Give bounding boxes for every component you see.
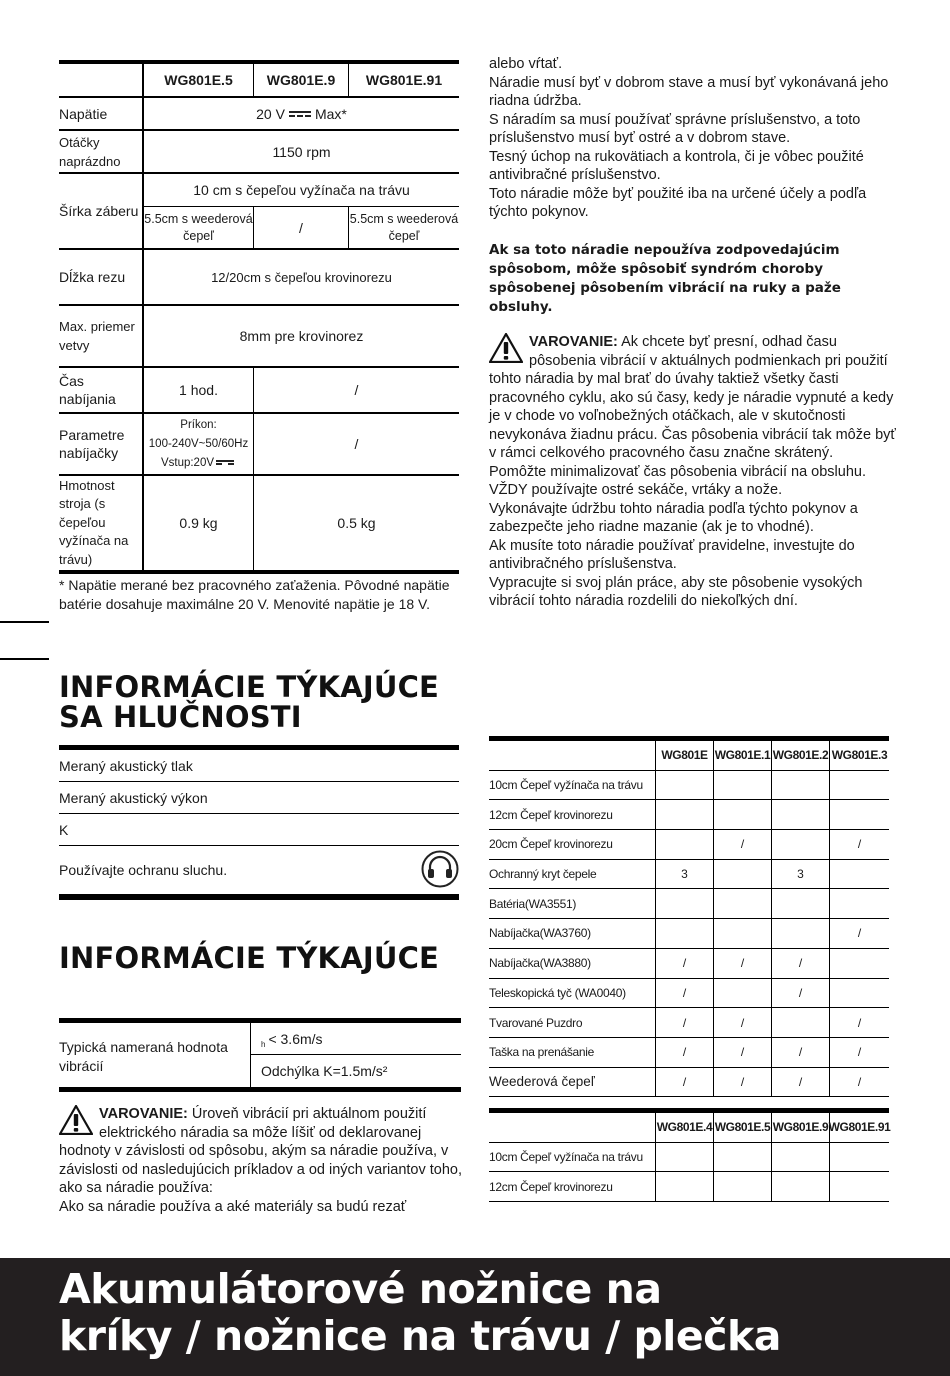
accessory-label: Taška na prenášanie	[489, 1038, 656, 1067]
accessory-cell: /	[857, 1074, 862, 1089]
vibration-label: Typická nameraná hodnota vibrácií	[59, 1023, 251, 1087]
spec-label: Napätie	[59, 98, 144, 129]
spec-label: Šírka záberu	[59, 174, 144, 248]
spec-label: Max. priemer vetvy	[59, 306, 144, 366]
table-row	[489, 889, 889, 919]
accessory-table-2	[489, 1108, 889, 1202]
accessory-cell	[656, 800, 714, 829]
spec-value: 1 hod.	[144, 368, 254, 412]
warning-left: VAROVANIE: Úroveň vibrácií pri aktuálnom použití elektrického náradia sa môže líšiť od deklarovanej hodnoty v závislosti od spôsobu, akým sa náradie používa, v závislosti od nasledujúcich príkladov a od iných variantov toho, ako sa náradie používa: Ako sa náradie používa a aké materiály sa budú rezať	[59, 1106, 463, 1215]
table-row	[489, 919, 889, 949]
accessory-cell	[714, 1143, 772, 1172]
spec-table	[59, 60, 459, 574]
spec-value: 5.5cm s weederová čepeľ	[144, 207, 254, 248]
accessory-cell: 3	[656, 860, 714, 889]
dc-symbol-icon	[216, 460, 234, 465]
accessory-cell: /	[656, 979, 714, 1008]
accessory-cell: /	[656, 1008, 714, 1037]
noise-row: Meraný akustický tlak	[59, 750, 459, 782]
accessory-cell	[772, 1172, 830, 1201]
spec-label: Otáčky naprázdno	[59, 131, 144, 172]
model-header: WG801E.1	[714, 741, 772, 770]
accessory-label: Nabíjačka(WA3760)	[489, 919, 656, 948]
table-row	[489, 1008, 889, 1038]
accessory-label: Teleskopická tyč (WA0040)	[489, 979, 656, 1008]
accessory-label: Batéria(WA3551)	[489, 889, 656, 918]
accessory-cell	[830, 979, 889, 1008]
spec-footnote: * Napätie merané bez pracovného zaťaženia. Pôvodné napätie batérie dosahuje maximálne 20 V. Menovité napätie je 18 V.	[59, 577, 450, 612]
dc-symbol-icon	[289, 111, 311, 117]
spec-value: 8mm pre krovinorez	[239, 328, 364, 344]
noise-heading: INFORMÁCIE TÝKAJÚCE SA HLUČNOSTI	[59, 670, 440, 734]
accessory-label: 12cm Čepeľ krovinorezu	[489, 800, 656, 829]
accessory-cell	[656, 830, 714, 859]
warning-right: VAROVANIE: Ak chcete byť presní, odhad času pôsobenia vibrácií v aktuálnych podmienkach pri použití tohto náradia by mal brať do úvahy taktiež všetky časti pracovného cyklu, ako sú časy, kedy je náradie vypnuté a kedy je v chode vo voľnobežných otáčkach, ale v skutočnosti nevykonáva žiadnu prácu. Čas pôsobenia vibrácií tak môže byť v rámci celkového pracovného času značne skrátený. Pomôžte minimalizovať čas pôsobenia vibrácií na obsluhu. VŽDY používajte ostré sekáče, vrtáky a nože. Vykonávajte údržbu tohto náradia podľa týchto pokynov a zabezpečte jeho riadne mazanie (ak je to vhodné). Ak musíte toto náradie používať pravidelne, investujte do antivibračného príslušenstva. Vypracujte si svoj plán práce, aby ste pôsobenie vysokých vibrácií tohto náradia rozdelili do niekoľkých dní.	[489, 334, 896, 609]
page-title: Akumulátorové nožnice na kríky / nožnice na trávu / plečka	[59, 1265, 781, 1360]
accessory-label: Nabíjačka(WA3880)	[489, 949, 656, 978]
margin-mark	[0, 621, 49, 623]
table-row	[489, 800, 889, 830]
spec-value: 0.5 kg	[337, 515, 376, 531]
accessory-cell	[772, 800, 830, 829]
accessory-cell: /	[772, 1038, 830, 1067]
table-row	[489, 771, 889, 801]
accessory-cell	[830, 1143, 889, 1172]
accessory-cell	[830, 1172, 889, 1201]
spec-label: Čas nabíjania	[59, 368, 144, 412]
accessory-cell	[830, 800, 889, 829]
accessory-cell	[714, 860, 772, 889]
accessory-label: Weederová čepeľ	[489, 1068, 656, 1097]
spec-value: 0.9 kg	[144, 476, 254, 570]
model-header: WG801E.91	[828, 1120, 891, 1135]
accessory-cell	[830, 889, 889, 918]
accessory-cell	[772, 1008, 830, 1037]
accessory-cell: 3	[772, 860, 830, 889]
accessory-cell: /	[857, 926, 862, 941]
accessory-label: 10cm Čepeľ vyžínača na trávu	[489, 771, 656, 800]
spec-value: /	[354, 382, 359, 398]
table-row	[489, 830, 889, 860]
accessory-cell	[830, 949, 889, 978]
spec-label: Parametre nabíjačky	[59, 414, 144, 474]
table-row	[489, 979, 889, 1009]
accessory-label: 20cm Čepeľ krovinorezu	[489, 830, 656, 859]
accessory-cell	[772, 771, 830, 800]
warning-icon	[489, 333, 523, 369]
model-header: WG801E	[656, 741, 714, 770]
accessory-cell: /	[857, 837, 862, 852]
accessory-cell: /	[857, 1045, 862, 1060]
accessory-cell: /	[714, 830, 772, 859]
table-row	[489, 1068, 889, 1098]
spec-value: 10 cm s čepeľou vyžínača na trávu	[144, 174, 459, 207]
accessory-cell	[714, 889, 772, 918]
accessory-cell	[830, 860, 889, 889]
warning-icon	[59, 1105, 93, 1141]
accessory-cell	[714, 1172, 772, 1201]
vibration-table	[59, 1018, 461, 1092]
spec-value: 20 V Max*	[256, 105, 347, 122]
accessory-cell	[830, 771, 889, 800]
spec-value: 1150 rpm	[272, 143, 331, 160]
accessory-cell	[656, 1172, 714, 1201]
accessory-cell: /	[656, 1038, 714, 1067]
spec-label: Dĺžka rezu	[59, 250, 144, 304]
accessory-cell: /	[656, 1068, 714, 1097]
accessory-cell	[772, 919, 830, 948]
accessory-cell	[772, 830, 830, 859]
table-row	[489, 860, 889, 890]
model-header: WG801E.2	[772, 741, 830, 770]
accessory-cell: /	[772, 979, 830, 1008]
spec-value: Príkon: 100-240V~50/60Hz Vstup:20V	[144, 414, 254, 474]
ear-protection-icon	[421, 850, 459, 891]
accessory-cell: /	[714, 949, 772, 978]
noise-row: Používajte ochranu sluchu.	[59, 846, 459, 894]
accessory-cell	[714, 771, 772, 800]
accessory-cell	[656, 919, 714, 948]
spec-header: WG801E.9	[254, 64, 349, 96]
model-header: WG801E.3	[831, 748, 888, 763]
spec-label: Hmotnost stroja (s čepeľou vyžínača na trávu)	[59, 476, 144, 570]
accessory-label: 10cm Čepeľ vyžínača na trávu	[489, 1143, 656, 1172]
spec-header: WG801E.5	[144, 64, 254, 96]
model-header: WG801E.9	[772, 1113, 830, 1142]
right-bold-warning: Ak sa toto náradie nepoužíva zodpovedajúcim spôsobom, môže spôsobiť syndróm choroby spôsobenej pôsobením vibrácií na ruky a paže obsluhy.	[489, 242, 841, 315]
accessory-cell	[656, 1143, 714, 1172]
accessory-cell	[772, 889, 830, 918]
accessory-cell	[656, 889, 714, 918]
accessory-label: Tvarované Puzdro	[489, 1008, 656, 1037]
accessory-cell: /	[714, 1038, 772, 1067]
accessory-cell: /	[772, 949, 830, 978]
accessory-table	[489, 736, 889, 1097]
model-header: WG801E.4	[656, 1113, 714, 1142]
accessory-cell: /	[772, 1068, 830, 1097]
accessory-cell: /	[714, 1008, 772, 1037]
title-banner	[0, 1258, 950, 1376]
accessory-cell	[656, 771, 714, 800]
accessory-label: 12cm Čepeľ krovinorezu	[489, 1172, 656, 1201]
accessory-cell: /	[714, 1068, 772, 1097]
accessory-label: Ochranný kryt čepele	[489, 860, 656, 889]
accessory-cell	[714, 979, 772, 1008]
noise-table	[59, 745, 459, 900]
spec-header: WG801E.91	[365, 72, 443, 88]
table-row	[489, 949, 889, 979]
noise-row: K	[59, 814, 459, 846]
table-row	[489, 1172, 889, 1202]
accessory-cell	[714, 919, 772, 948]
spec-value: /	[254, 207, 349, 248]
accessory-cell	[714, 800, 772, 829]
right-paragraph: alebo vŕtať. Náradie musí byť v dobrom stave a musí byť vykonávaná jeho riadna údržba. S náradím sa musí používať správne príslušenstvo, a toto príslušenstvo musí byť ostré a v dobrom stave. Tesný úchop na rukovätiach a kontrola, či je vôbec použité antivibračné príslušenstvo. Toto náradie môže byť použité iba na určené účely a podľa týchto pokynov.	[489, 56, 889, 220]
model-header: WG801E.5	[714, 1113, 772, 1142]
spec-value: /	[354, 436, 359, 452]
accessory-cell	[772, 1143, 830, 1172]
spec-value: 12/20cm s čepeľou krovinorezu	[211, 269, 392, 285]
spec-value: 5.5cm s weederová čepeľ	[349, 211, 459, 243]
vibration-heading: INFORMÁCIE TÝKAJÚCE	[59, 941, 440, 975]
table-row	[489, 1143, 889, 1173]
accessory-cell: /	[656, 949, 714, 978]
margin-mark	[0, 658, 49, 660]
noise-row: Meraný akustický výkon	[59, 782, 459, 814]
accessory-cell: /	[857, 1015, 862, 1030]
table-row	[489, 1038, 889, 1068]
vibration-uncertainty: Odchýlka K=1.5m/s²	[261, 1063, 388, 1079]
vibration-value: h < 3.6m/s	[251, 1023, 461, 1055]
